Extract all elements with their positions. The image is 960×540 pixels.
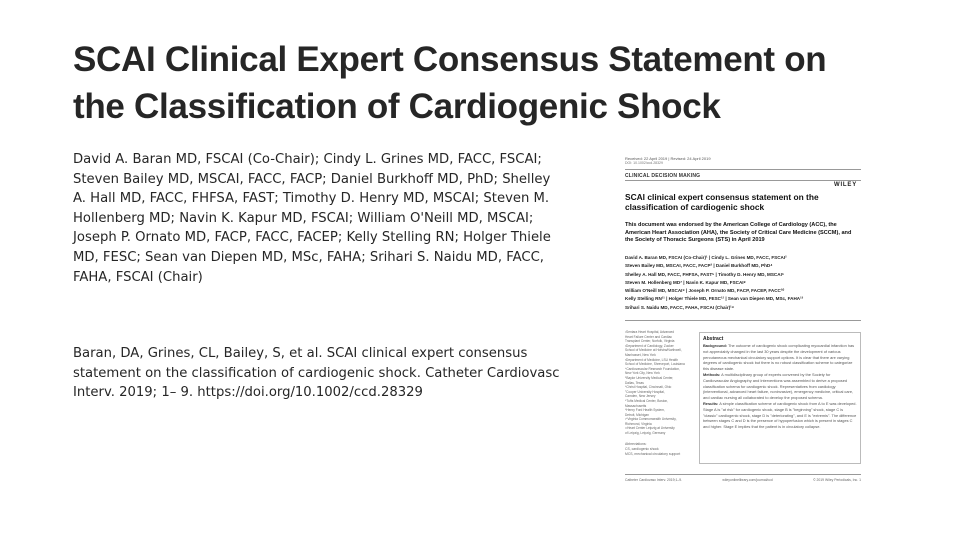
paper-authors-rule: [625, 320, 861, 321]
paper-section-rule: [625, 180, 861, 181]
abstract-body: [703, 343, 857, 430]
abstract-text: The outcome of cardiogenic shock complicating myocardial infarction has not appreciably changed in the last 30 years despite the development of various percutaneous mechanical circulatory support options. It is clear that there are varying degrees of cardiogenic shock but there is no robust classification scheme to categorize this disease state.: [703, 343, 855, 372]
paper-abbreviations: [625, 442, 680, 456]
affiliation-line: ¹¹Heart Center Leipzig at University: [625, 426, 675, 431]
paper-author-line: William O'Neill MD, MSCAI⁹ | Joseph P. Ornato MD, FACP, FACEP, FACC¹⁰: [625, 288, 785, 294]
paper-endorsement: This document was endorsed by the American College of Cardiology (ACC), the American Heart Association (AHA), the Society of Critical Care Medicine (SCCM), and the Society of Thoracic Surgeons (STS) in April 2019: [625, 222, 852, 244]
paper-title: SCAI clinical expert consensus statement on the classification of cardiogenic shock: [625, 192, 819, 212]
paper-author-line: David A. Baran MD, FSCAI (Co-Chair)¹ | Cindy L. Grines MD, FACC, FSCAI²: [625, 255, 787, 260]
paper-author-block: [625, 254, 865, 312]
affiliation-line: Detroit, Michigan: [625, 412, 649, 417]
slide-title-line-1: SCAI Clinical Expert Consensus Statement on: [73, 40, 827, 79]
abstract-label: Methods:: [703, 371, 721, 377]
affiliation-line: Transplant Center, Norfolk, Virginia: [625, 339, 675, 344]
abbreviation-line: CS, cardiogenic shock: [625, 446, 659, 451]
affiliation-line: ¹⁰Virginia Commonwealth University,: [625, 417, 677, 422]
affiliation-line: School of Medicine at Hofstra/Northwell,: [625, 348, 682, 353]
affiliation-line: of Leipzig, Leipzig, Germany: [625, 431, 666, 436]
affiliation-line: ²Department of Cardiology, Zucker: [625, 343, 674, 348]
paper-author-line: Shelley A. Hall MD, FACC, FHFSA, FAST⁵ | Timothy D. Henry MD, MSCAI⁶: [625, 271, 784, 277]
affiliation-line: Dallas, Texas: [625, 380, 644, 385]
paper-author-line: Steven M. Hollenberg MD⁷ | Navin K. Kapur MD, FSCAI⁸: [625, 279, 746, 285]
footer-website: wileyonlinelibrary.com/journal/ccd: [722, 478, 773, 482]
paper-header-rule: [625, 169, 861, 170]
affiliation-line: ⁶Christ Hospital, Cincinnati, Ohio: [625, 385, 672, 390]
affiliation-line: ¹Sentara Heart Hospital, Advanced: [625, 330, 675, 334]
affiliation-line: ⁵Baylor University Medical Center,: [625, 375, 674, 380]
paper-doi: DOI: 10.1002/ccd.28329: [625, 161, 663, 165]
paper-thumbnail: [621, 152, 865, 490]
abstract-text: A multidisciplinary group of experts convened by the Society for Cardiovascular Angiography and Interventions was assembled to derive a proposed classification schema for cardiogenic shock. Representatives from cardiology (interventional, advanced heart failure, noninvasive), emergency medicine, critical care, and cardiac nursing all collaborated to develop the proposed schema.: [703, 371, 854, 401]
paper-footer: [625, 478, 861, 482]
affiliation-line: Heart Failure Center and Cardiac: [625, 334, 672, 339]
affiliation-line: Manhasset, New York: [625, 352, 656, 357]
paper-author-line: Steven Bailey MD, MSCAI, FACC, FACP³ | Daniel Burkhoff MD, PhD⁴: [625, 263, 773, 269]
abstract-heading: Abstract: [703, 336, 724, 342]
affiliation-line: ⁷Cooper University Hospital,: [625, 389, 665, 394]
paper-abstract-box: [699, 332, 861, 464]
affiliation-line: School of Medicine, Shreveport, Louisiana: [625, 362, 685, 367]
affiliation-line: ³Department of Medicine, LSU Health: [625, 357, 678, 362]
publisher-logo: WILEY: [834, 182, 857, 188]
affiliation-line: ⁸Tufts Medical Center, Boston,: [625, 398, 669, 403]
abstract-label: Results:: [703, 400, 719, 406]
affiliation-line: Richmond, Virginia: [625, 421, 652, 426]
affiliation-line: ⁹Henry Ford Health System,: [625, 408, 665, 413]
affiliation-line: New York City, New York: [625, 371, 660, 376]
paper-received-dates: Received: 22 April 2019 | Revised: 24 April 2019: [625, 156, 711, 161]
affiliation-line: ⁴Cardiovascular Research Foundation,: [625, 366, 680, 371]
abstract-text: A simple classification scheme of cardiogenic shock from A to E was developed. Stage A is "at risk" for cardiogenic shock, stage B is "beginning" shock, stage C is "classic" cardiogenic shock, stage D is "deteriorating", and E is "extremis". The difference between stages C and D is the presence of hypoperfusion which is present in stages C and higher. Stage E implies that the patient is in circulatory collapse.: [703, 400, 857, 430]
abbreviation-line: Abbreviations:: [625, 442, 647, 446]
footer-journal: Catheter Cardiovasc Interv. 2019;1–9.: [625, 478, 683, 482]
abstract-label: Background:: [703, 343, 727, 348]
citation: Baran, DA, Grines, CL, Bailey, S, et al. SCAI clinical expert consensus statement on the classification of cardiogenic shock. Catheter Cardiovasc Interv. 2019; 1– 9. https://doi.org/10.1002/ccd.28329: [73, 346, 560, 401]
abbreviation-line: MCS, mechanical circulatory support: [625, 451, 681, 456]
affiliation-line: Camden, New Jersey: [625, 394, 656, 399]
slide-title: [73, 36, 873, 130]
paper-author-line: Srihari S. Naidu MD, FACC, FAHA, FSCAI (Chair)¹⁴: [625, 304, 734, 310]
slide-title-line-2: the Classification of Cardiogenic Shock: [73, 87, 721, 126]
footer-copyright: © 2019 Wiley Periodicals, Inc. 1: [813, 478, 861, 482]
affiliation-line: Massachusetts: [625, 403, 647, 408]
paper-author-line: Kelly Stelling RN¹¹ | Holger Thiele MD, FESC¹² | Sean van Diepen MD, MSc, FAHA¹³: [625, 296, 804, 302]
paper-footer-rule: [625, 474, 861, 475]
paper-section-label: CLINICAL DECISION MAKING: [625, 173, 701, 179]
author-list: David A. Baran MD, FSCAI (Co-Chair); Cindy L. Grines MD, FACC, FSCAI; Steven Bailey MD, MSCAI, FACC, FACP; Daniel Burkhoff MD, PhD; Shelley A. Hall MD, FACC, FHFSA, FAST; Timothy D. Henry MD, MSCAI; Steven M. Hollenberg MD; Navin K. Kapur MD, FSCAI; William O'Neill MD, MSCAI; Joseph P. Ornato MD, FACP, FACC, FACEP; Kelly Stelling RN; Holger Thiele MD, FESC; Sean van Diepen MD, MSc, FAHA; Srihari S. Naidu MD, FACC, FAHA, FSCAI (Chair): [73, 152, 551, 285]
paper-affiliations: [625, 330, 693, 436]
